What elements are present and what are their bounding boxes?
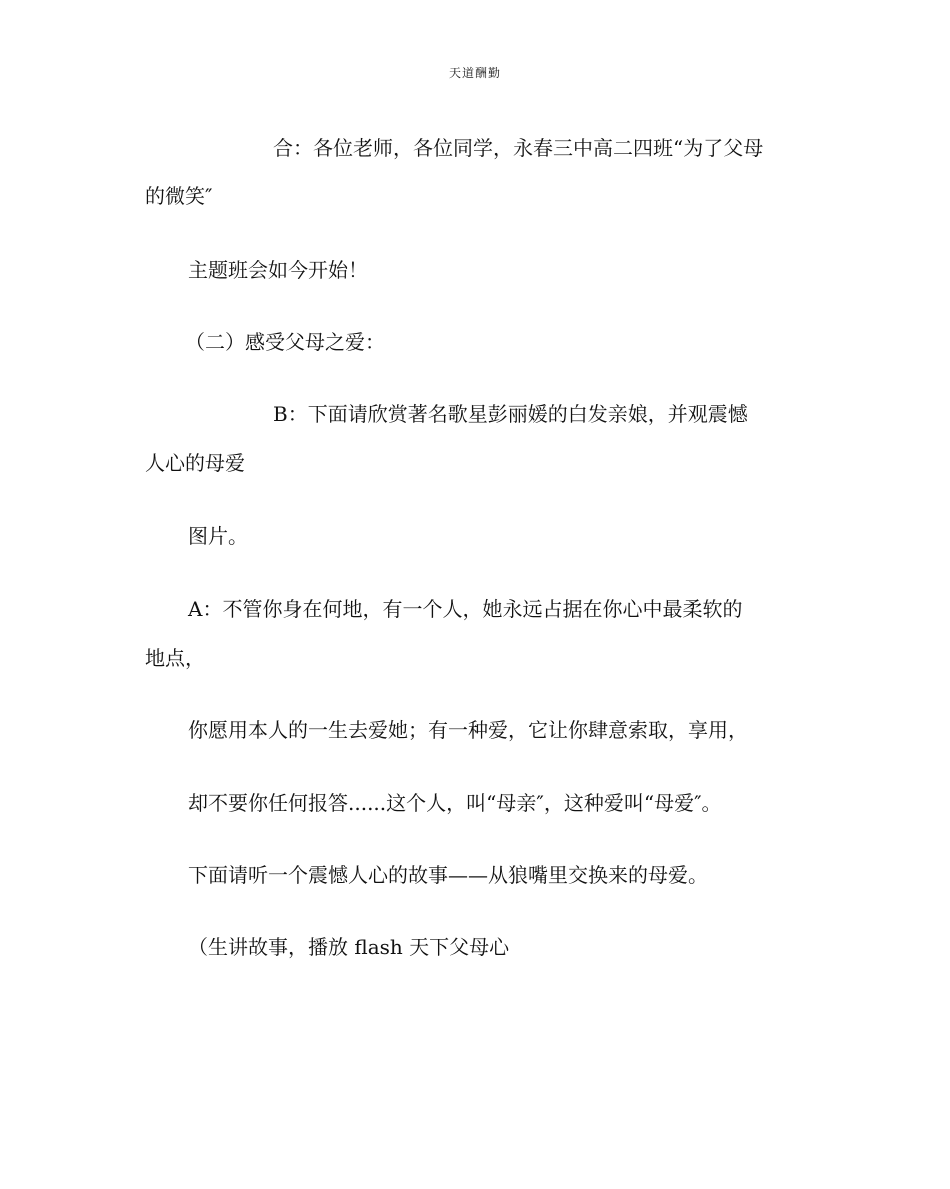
paragraph-line: （生讲故事，播放 flash 天下父母心 <box>188 935 510 959</box>
paragraph-line: 却不要你任何报答......这个人，叫“母亲″，这种爱叫“母爱″。 <box>188 791 722 815</box>
paragraph-line: A：不管你身在何地，有一个人，她永远占据在你心中最柔软的 <box>188 597 743 621</box>
paragraph-line: 主题班会如今开始！ <box>188 258 368 282</box>
paragraph-line: 地点， <box>145 646 205 670</box>
paragraph-line: 下面请听一个震憾人心的故事——从狼嘴里交换来的母爱。 <box>188 863 708 887</box>
paragraph-line: 图片。 <box>188 524 248 548</box>
paragraph-line: B：下面请欣赏著名歌星彭丽媛的白发亲娘，并观震憾 <box>273 402 748 426</box>
page-header: 天道酬勤 <box>448 66 501 80</box>
paragraph-line: （二）感受父母之爱： <box>185 330 385 354</box>
paragraph-line: 的微笑″ <box>145 184 213 208</box>
paragraph-line: 你愿用本人的一生去爱她；有一种爱，它让你肆意索取，享用， <box>188 718 748 742</box>
paragraph-line: 合：各位老师，各位同学，永春三中高二四班“为了父母 <box>273 136 764 160</box>
paragraph-line: 人心的母爱 <box>145 451 245 475</box>
